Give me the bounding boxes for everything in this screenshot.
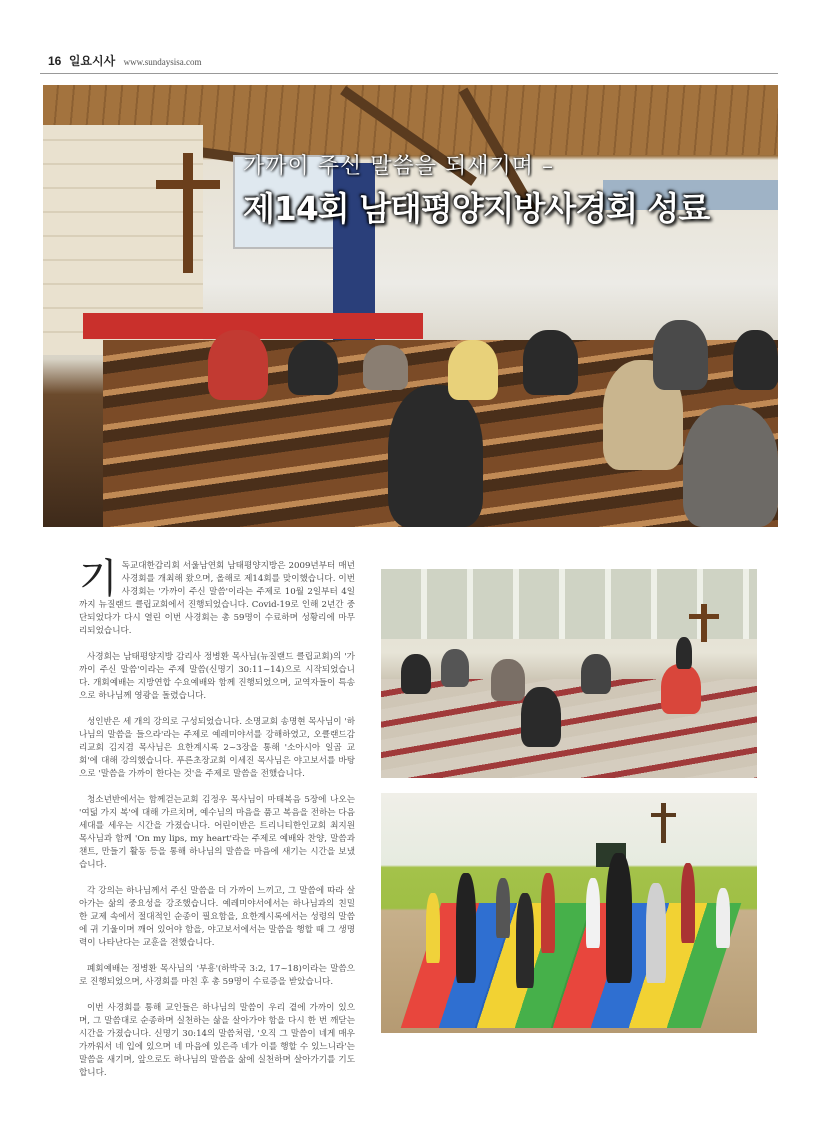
attendee <box>491 659 525 701</box>
cross-icon-bar <box>689 614 719 619</box>
cross-icon <box>701 604 707 642</box>
photo-adult-class <box>381 569 757 778</box>
cross-icon <box>661 803 666 843</box>
congregant <box>388 385 483 527</box>
page-header <box>48 52 778 70</box>
child <box>681 863 695 943</box>
child <box>586 878 600 948</box>
article-paragraph: 사경회는 남태평양지방 감리사 정병환 목사님(뉴질랜드 클립교회)의 '가까이 주신 말씀'이라는 주제 말씀(신명기 30:11~14)으로 시작되었습니다. 개회예배는 지방연합 수요예배와 함께 진행되었으며, 교역자들이 특송으로 하나님께 영광을 돌렸습니다. <box>79 652 355 701</box>
attendee <box>441 649 469 687</box>
child <box>456 873 476 983</box>
article-body <box>79 556 355 1093</box>
child <box>426 893 440 963</box>
congregant <box>683 405 778 527</box>
cross-icon-bar <box>156 180 220 189</box>
congregant <box>208 330 268 400</box>
child <box>541 873 555 953</box>
article-paragraph: 성인반은 세 개의 강의로 구성되었습니다. 소명교회 송명현 목사님이 '하나님의 말씀을 들으라'라는 주제로 예레미야서를 강해하였고, 오클랜드감리교회 김지겸 목사님은 요한계시록 2~3장을 통해 '소아시아 일곱 교회'에 대해 강의했습니다. 푸른초장교회 이세진 목사님은 야고보서를 바탕으로 '말씀을 가까이 한다는 것'을 주제로 말씀을 전했습니다. <box>79 717 355 779</box>
congregant <box>448 340 498 400</box>
attendee <box>401 654 431 694</box>
page-number: 16 <box>48 54 62 68</box>
article-paragraph <box>79 556 355 638</box>
publication-url[interactable]: www.sundaysisa.com <box>123 57 202 67</box>
attendee <box>581 654 611 694</box>
hero-title: 제14회 남태평양지방사경회 성료 <box>243 189 710 228</box>
congregant <box>733 330 778 390</box>
hero-photo <box>43 85 778 527</box>
congregant <box>363 345 408 390</box>
child <box>646 883 666 983</box>
teacher <box>606 853 632 983</box>
cross-icon <box>183 153 193 273</box>
congregant <box>653 320 708 390</box>
child <box>716 888 730 948</box>
article-paragraph: 청소년반에서는 함께걷는교회 김정우 목사님이 마태복음 5장에 나오는 '여덟 가지 복'에 대해 가르치며, 예수님의 마음을 품고 복음을 전하는 다음 세대를 세우는 시간을 가졌습니다. 어린이반은 트리니티한인교회 최지원 목사님과 함께 'On my lips, my heart'라는 주제로 예배와 찬양, 말씀과 챈트, 만들기 활동 등을 통해 하나님의 말씀을 마음에 새기는 시간을 보냈습니다. <box>79 795 355 870</box>
header-rule <box>40 73 778 74</box>
congregant <box>288 340 338 395</box>
speaker <box>676 637 692 669</box>
congregant <box>523 330 578 395</box>
publication-name: 일요시사 <box>68 54 116 68</box>
paragraph-text: 독교대한감리회 서울남연회 남태평양지방은 2009년부터 매년 사경회를 개최해 왔으며, 올해로 제14회를 맞이했습니다. 이번 사경회는 '가까이 주신 말씀'이라는 주제로 10월 2일부터 4일까지 뉴질랜드 클립교회에서 진행되었습니다. Covid-19로 인해 2년간 중단되었다가 다시 열린 이번 사경회는 총 59명이 수료하며 성황리에 마무리되었습니다. <box>79 561 355 636</box>
hero-subtitle: 가까이 주신 말씀을 되새기며 – <box>243 154 554 179</box>
child <box>516 893 534 988</box>
drop-cap: 기 <box>79 556 118 602</box>
article-paragraph: 폐회예배는 정병환 목사님의 '부흥'(하박국 3:2, 17~18)이라는 말씀으로 진행되었으며, 사경회를 마친 후 총 59명이 수료증을 받았습니다. <box>79 964 355 987</box>
article-paragraph: 각 강의는 하나님께서 주신 말씀을 더 가까이 느끼고, 그 말씀에 따라 살아가는 삶의 중요성을 강조했습니다. 예레미야서에서는 하나님과의 친밀한 교제 속에서 절대적인 순종이 필요함을, 요한계시록에서는 성령의 말씀에 귀 기울이며 깨어 있어야 함을, 야고보서에서는 말씀을 행할 때 그 생명력이 나타난다는 교훈을 전했습니다. <box>79 886 355 948</box>
child <box>496 878 510 938</box>
article-paragraph: 이번 사경회를 통해 교인들은 하나님의 말씀이 우리 곁에 가까이 있으며, 그 말씀대로 순종하며 실천하는 삶을 살아가야 함을 다시 한 번 깨닫는 시간을 가졌습니다. 신명기 30:14의 말씀처럼, '오직 그 말씀이 네게 매우 가까워서 네 입에 있으며 네 마음에 있은즉 네가 이를 행할 수 있느니라'는 말씀을 새기며, 앞으로도 하나님의 말씀을 삶에 실천하며 살아가기를 기도합니다. <box>79 1003 355 1078</box>
attendee <box>661 664 701 714</box>
photo-children-class <box>381 793 757 1033</box>
cross-icon-bar <box>651 813 676 817</box>
attendee <box>521 687 561 747</box>
